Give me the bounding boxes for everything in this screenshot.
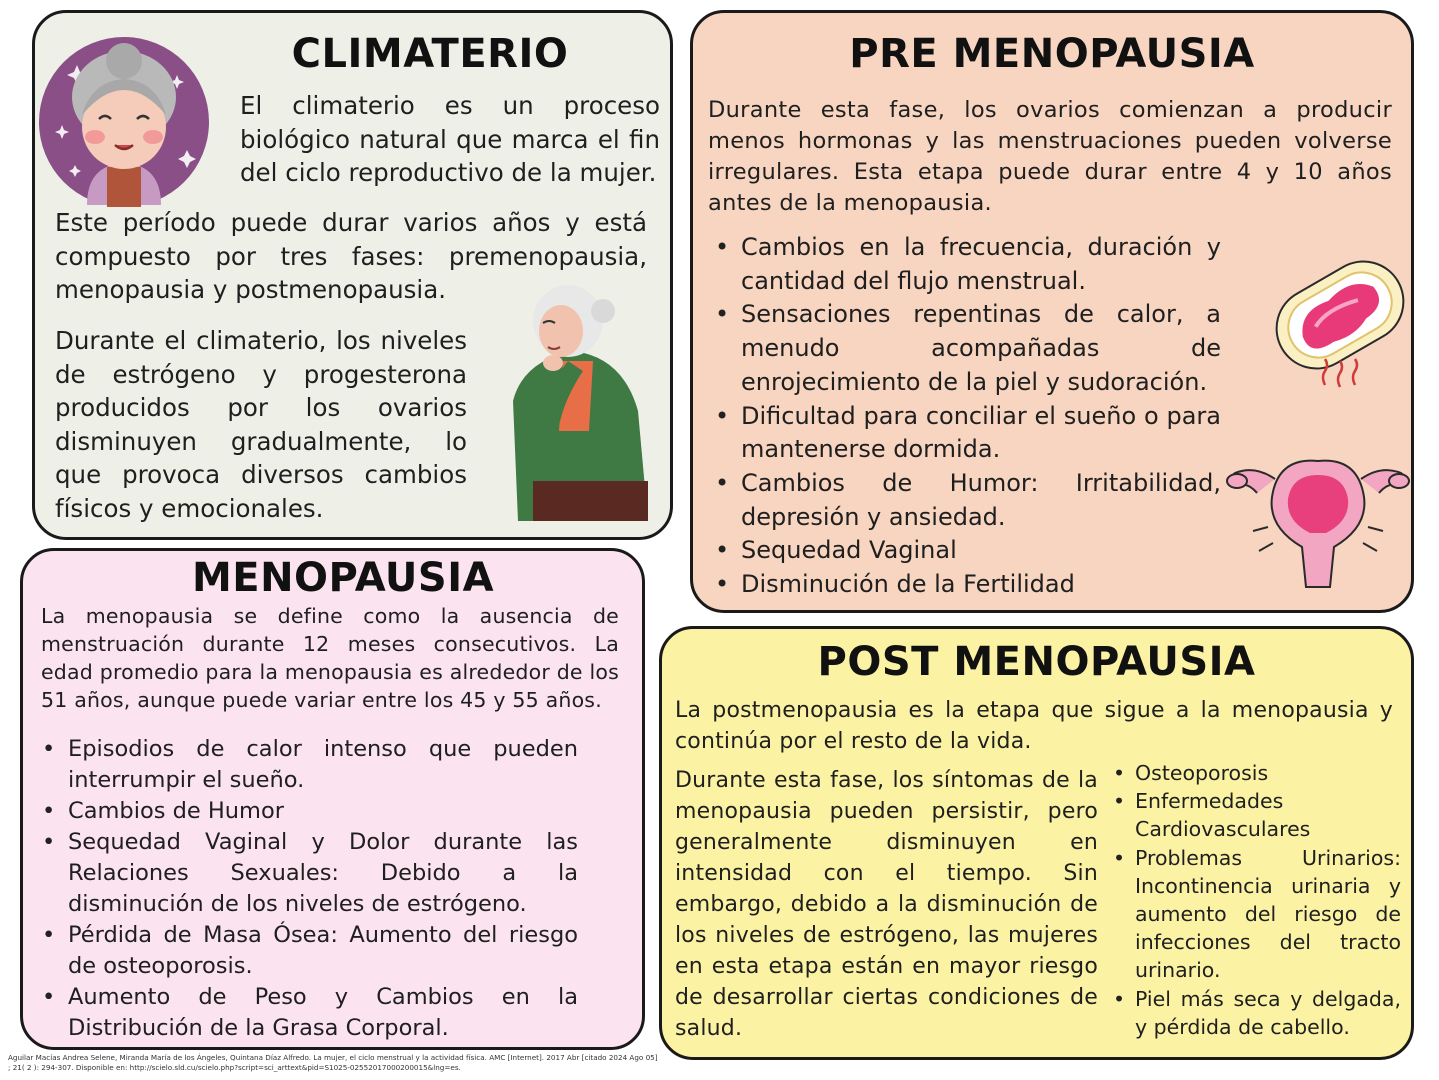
post-menopausia-condition-list (1135, 759, 1401, 1041)
list-item: • Sequedad Vaginal (741, 534, 1221, 568)
climaterio-paragraph-3: Durante el climaterio, los niveles de estrógeno y progesterona producidos por los ovarios disminuyen gradualmente, lo que provoca diversos cambios físicos y emocionales. (55, 326, 467, 523)
list-item: • Sequedad Vaginal y Dolor durante las Relaciones Sexuales: Debido a la disminución de los niveles de estrógeno. (68, 827, 578, 920)
list-item: • Episodios de calor intenso que pueden interrumpir el sueño. (68, 734, 578, 796)
pre-menopausia-title: PRE MENOPAUSIA (849, 31, 1255, 77)
climaterio-card (32, 10, 673, 540)
post-menopausia-paragraph-2: Durante esta fase, los síntomas de la menopausia pueden persistir, pero generalmente disminuyen en intensidad con el tiempo. Sin embargo, debido a la disminución de los niveles de estrógeno, las mujeres en esta etapa están en mayor riesgo de desarrollar ciertas condiciones de salud. (675, 768, 1098, 1041)
post-menopausia-card (659, 626, 1414, 1060)
list-item: • Pérdida de Masa Ósea: Aumento del riesgo de osteoporosis. (68, 920, 578, 982)
menopausia-title: MENOPAUSIA (191, 555, 495, 601)
climaterio-title: CLIMATERIO (291, 31, 569, 77)
list-item: • Cambios de Humor (68, 796, 578, 827)
sanitary-pad-icon (1265, 235, 1415, 395)
list-item: • Cambios de Humor: Irritabilidad, depresión y ansiedad. (741, 467, 1221, 534)
list-item: • Osteoporosis (1135, 759, 1401, 787)
uterus-icon (1223, 431, 1413, 591)
menopausia-card (20, 548, 645, 1050)
climaterio-intro: El climaterio es un proceso biológico natural que marca el fin del ciclo reproductivo de la mujer. (240, 91, 660, 187)
list-item: • Dificultad para conciliar el sueño o para mantenerse dormida. (741, 400, 1221, 467)
list-item: • Disminución de la Fertilidad (741, 568, 1221, 602)
smiling-grandmother-icon (37, 35, 211, 209)
pre-menopausia-symptom-list (741, 231, 1221, 602)
list-item: • Enfermedades Cardiovasculares (1135, 787, 1401, 843)
climaterio-paragraph-2: Este período puede durar varios años y está compuesto por tres fases: premenopausia, menopausia y postmenopausia. (55, 208, 647, 304)
post-menopausia-intro: La postmenopausia es la etapa que sigue a la menopausia y continúa por el resto de la vida. (675, 698, 1393, 754)
list-item: • Piel más seca y delgada, y pérdida de cabello. (1135, 985, 1401, 1041)
list-item: • Problemas Urinarios: Incontinencia urinaria y aumento del riesgo de infecciones del tracto urinario. (1135, 844, 1401, 985)
menopausia-symptom-list (68, 734, 578, 1044)
list-item: • Sensaciones repentinas de calor, a menudo acompañadas de enrojecimiento de la piel y sudoración. (741, 298, 1221, 399)
list-item: • Cambios en la frecuencia, duración y cantidad del flujo menstrual. (741, 231, 1221, 298)
reference-citation: Aguilar Macías Andrea Selene, Miranda María de los Ángeles, Quintana Díaz Alfredo. La mujer, el ciclo menstrual y la actividad física. AMC [Internet]. 2017 Abr [citado 2024 Ago 05] ; 21( 2 ): 294-307. Disponible en: http://scielo.sld.cu/scielo.php?script=sci_arttext&pid=S1025-02552017000200015&lng=es. (8, 1053, 658, 1072)
thinking-elderly-woman-icon (493, 281, 663, 521)
pre-menopausia-card (690, 10, 1414, 613)
list-item: • Aumento de Peso y Cambios en la Distribución de la Grasa Corporal. (68, 982, 578, 1044)
menopausia-intro: La menopausia se define como la ausencia de menstruación durante 12 meses consecutivos. La edad promedio para la menopausia es alrededor de los 51 años, aunque puede variar entre los 45 y 55 años. (41, 604, 619, 712)
post-menopausia-title: POST MENOPAUSIA (817, 639, 1256, 685)
pre-menopausia-intro: Durante esta fase, los ovarios comienzan a producir menos hormonas y las menstruaciones pueden volverse irregulares. Esta etapa puede durar entre 4 y 10 años antes de la menopausia. (708, 97, 1392, 216)
